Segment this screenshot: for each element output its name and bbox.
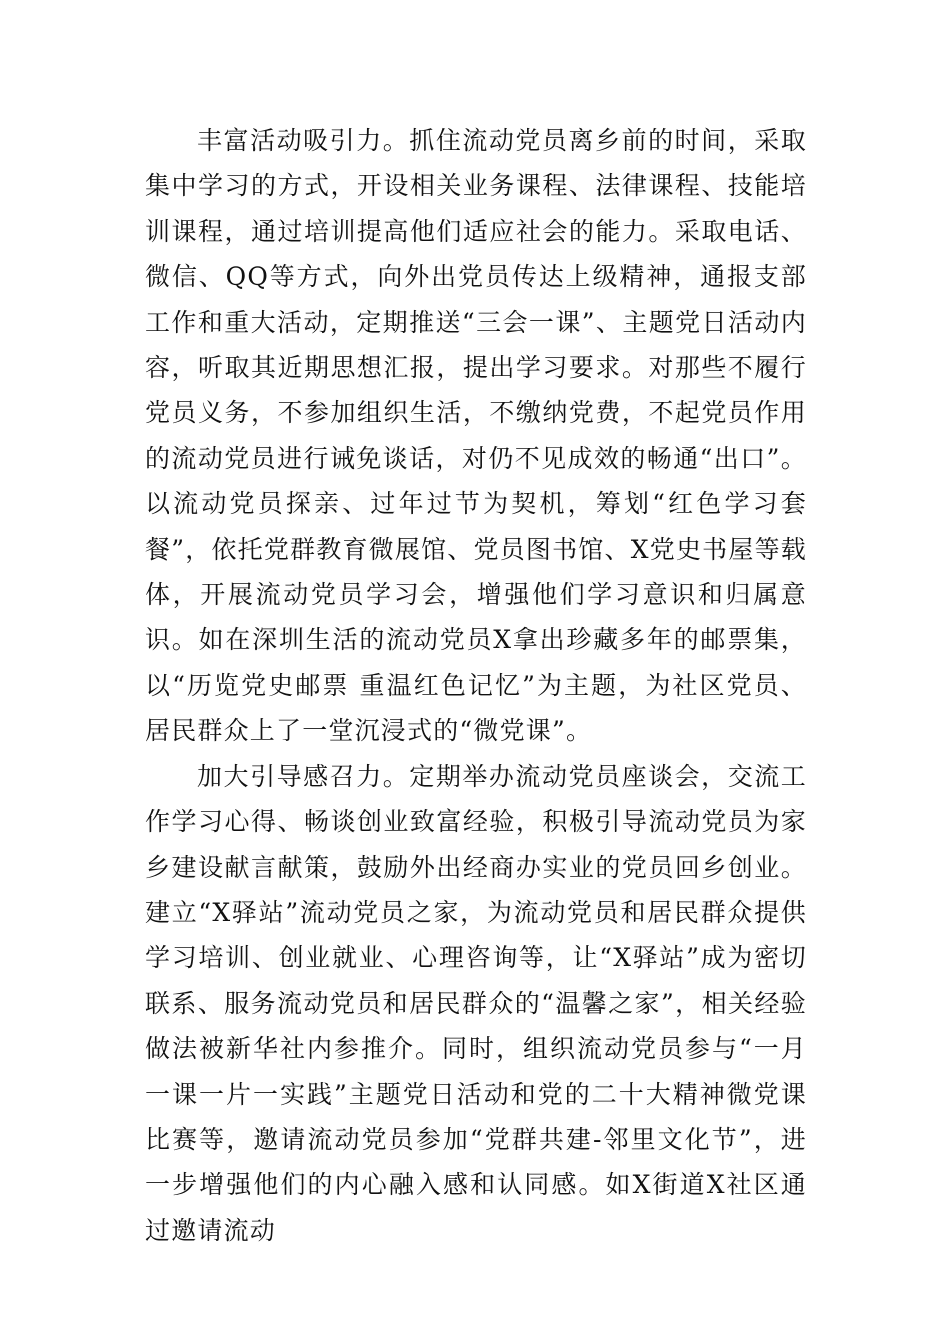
body-text	[145, 118, 807, 1253]
paragraph-activity-appeal: 丰富活动吸引力。抓住流动党员离乡前的时间，采取集中学习的方式，开设相关业务课程、法律课程、技能培训课程，通过培训提高他们适应社会的能力。采取电话、微信、QQ等方式，向外出党员传达上级精神，通报支部工作和重大活动，定期推送“三会一课”、主题党日活动内容，听取其近期思想汇报，提出学习要求。对那些不履行党员义务，不参加组织生活，不缴纳党费，不起党员作用的流动党员进行诫免谈话，对仍不见成效的畅通“出口”。以流动党员探亲、过年过节为契机，筹划“红色学习套餐”，依托党群教育微展馆、党员图书馆、X党史书屋等载体，开展流动党员学习会，增强他们学习意识和归属意识。如在深圳生活的流动党员X拿出珍藏多年的邮票集，以“历览党史邮票 重温红色记忆”为主题，为社区党员、居民群众上了一堂沉浸式的“微党课”。	[145, 126, 807, 746]
paragraph-guidance-appeal: 加大引导感召力。定期举办流动党员座谈会，交流工作学习心得、畅谈创业致富经验，积极引导流动党员为家乡建设献言献策，鼓励外出经商办实业的党员回乡创业。建立“X驿站”流动党员之家，为流动党员和居民群众提供学习培训、创业就业、心理咨询等，让“X驿站”成为密切联系、服务流动党员和居民群众的“温馨之家”，相关经验做法被新华社内参推介。同时，组织流动党员参与“一月一课一片一实践”主题党日活动和党的二十大精神微党课比赛等，邀请流动党员参加“党群共建-邻里文化节”，进一步增强他们的内心融入感和认同感。如X街道X社区通过邀请流动	[145, 761, 807, 1245]
